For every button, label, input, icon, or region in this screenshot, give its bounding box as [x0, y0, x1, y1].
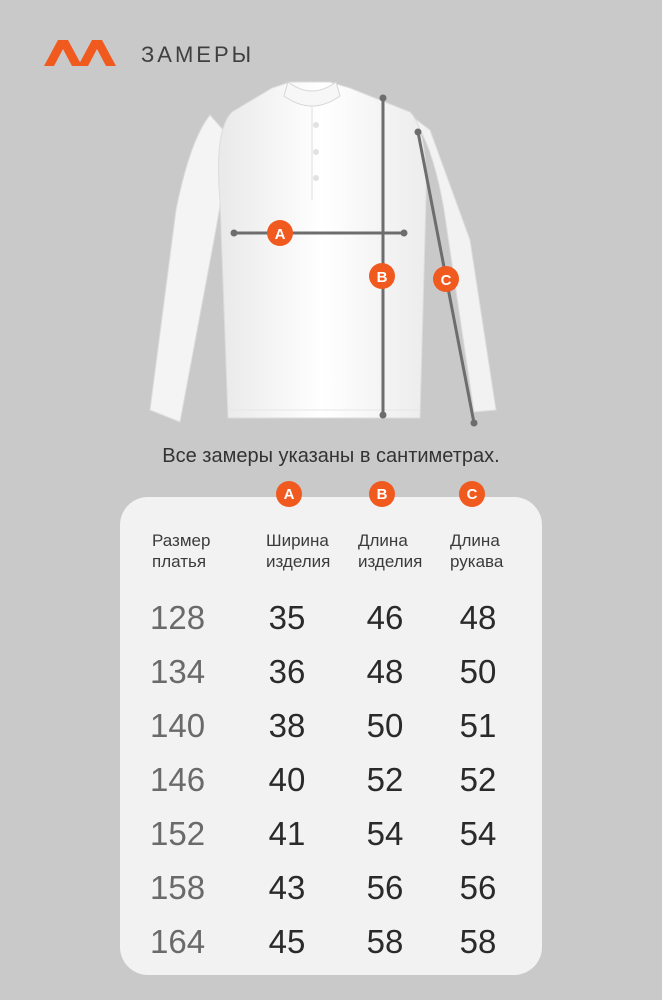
sleeve-cell: 50 — [459, 653, 497, 690]
width-cell: 35 — [268, 599, 306, 636]
width-cell: 45 — [268, 923, 306, 960]
measure-badge-c — [433, 266, 459, 292]
sleeve-cell: 51 — [459, 707, 497, 744]
sleeve-cell: 48 — [459, 599, 497, 636]
table-row — [0, 760, 662, 800]
size-cell: 146 — [150, 761, 206, 798]
table-row — [0, 868, 662, 908]
length-cell: 50 — [366, 707, 404, 744]
length-cell: 52 — [366, 761, 404, 798]
sleeve-cell: 54 — [459, 815, 497, 852]
column-header-width: Ширина изделия — [266, 531, 331, 571]
sleeve-cell: 52 — [459, 761, 497, 798]
width-cell: 43 — [268, 869, 306, 906]
length-cell: 48 — [366, 653, 404, 690]
column-badge-c: C — [459, 481, 485, 507]
size-cell: 140 — [150, 707, 206, 744]
svg-text:A: A — [274, 226, 286, 243]
shirt-body — [219, 82, 427, 418]
column-badge-b: B — [369, 481, 395, 507]
measure-badge-b — [369, 263, 395, 289]
size-cell: 128 — [150, 599, 206, 636]
column-header-size: Размер платья — [152, 531, 211, 571]
length-cell: 56 — [366, 869, 404, 906]
table-row — [0, 922, 662, 962]
table-row — [0, 652, 662, 692]
column-header-sleeve: Длина рукава — [450, 531, 504, 571]
column-header-length: Длина изделия — [358, 531, 423, 571]
width-cell: 38 — [268, 707, 306, 744]
length-cell: 46 — [366, 599, 404, 636]
svg-text:B: B — [376, 269, 388, 286]
table-row — [0, 814, 662, 854]
length-cell: 54 — [366, 815, 404, 852]
page-title: ЗАМЕРЫ — [141, 42, 255, 67]
measure-badge-a — [267, 220, 293, 246]
svg-text:C: C — [440, 272, 452, 289]
width-cell: 40 — [268, 761, 306, 798]
size-cell: 158 — [150, 869, 206, 906]
width-cell: 36 — [268, 653, 306, 690]
size-cell: 134 — [150, 653, 206, 690]
size-cell: 164 — [150, 923, 206, 960]
sleeve-cell: 56 — [459, 869, 497, 906]
width-cell: 41 — [268, 815, 306, 852]
sleeve-cell: 58 — [459, 923, 497, 960]
units-note: Все замеры указаны в сантиметрах. — [162, 445, 500, 467]
shirt-diagram — [0, 70, 662, 440]
column-badge-a: A — [276, 481, 302, 507]
size-cell: 152 — [150, 815, 206, 852]
brand-logo — [44, 40, 116, 66]
table-row — [0, 598, 662, 638]
length-cell: 58 — [366, 923, 404, 960]
table-row — [0, 706, 662, 746]
